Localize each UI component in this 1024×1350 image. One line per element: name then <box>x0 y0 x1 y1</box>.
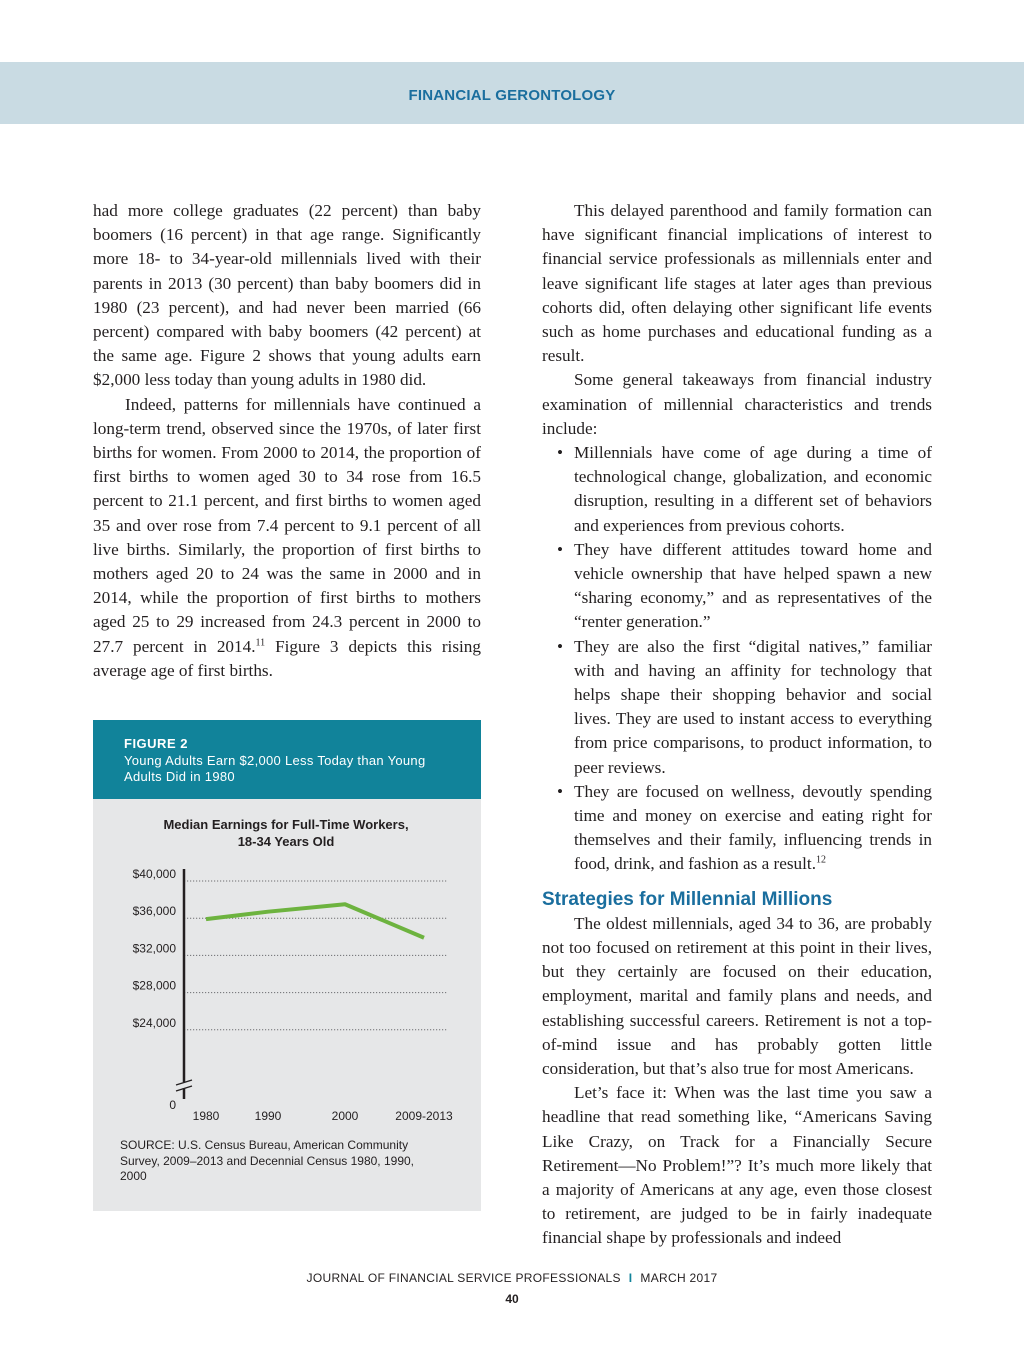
journal-name: JOURNAL OF FINANCIAL SERVICE PROFESSIONALS <box>306 1271 621 1285</box>
figure-source: SOURCE: U.S. Census Bureau, American Community Survey, 2009–2013 and Decennial Census 1980, 1990, 2000 <box>120 1138 414 1183</box>
right-column <box>542 199 932 1251</box>
left-paragraph-2-text: Indeed, patterns for millennials have continued a long-term trend, observed since the 1970s, of later first births for women. From 2000 to 2014, the proportion of first births to women aged 30 to 34 rose from 16.5 percent to 21.1 percent, and first births to women aged 35 and over rose from 7.4 percent to 9.1 percent of all live births. Similarly, the proportion of first births to mothers aged 20 to 24 was the same in 2000 and in 2014, while the proportion of first births to mothers aged 25 to 29 increased from 24.3 percent in 2000 to 27.7 percent in 2014. <box>93 394 481 656</box>
right-paragraph-1: This delayed parenthood and family formation can have significant financial implications of interest to financial service professionals as millennials enter and leave significant life stages at later ages than previous cohorts did, often delaying other significant life events such as home purchases and educational funding as a result. <box>542 201 932 366</box>
left-column <box>93 199 481 683</box>
x-tick-label: 2000 <box>331 1109 359 1123</box>
left-paragraph-1: had more college graduates (22 percent) than baby boomers (16 percent) in that age range. Significantly more 18- to 34-year-old millennials lived with their parents in 2013 (30 percent) than baby boomers did in 1980 (23 percent), and had never been married (66 percent) compared with baby boomers (42 percent) at the same age. Figure 2 shows that young adults earn $2,000 less today than young adults in 1980 did. <box>93 201 481 390</box>
y-zero-label: 0 <box>169 1098 176 1112</box>
issue-date: MARCH 2017 <box>640 1271 718 1285</box>
footnote-12: 12 <box>816 854 827 866</box>
bullet-item: • They are also the first “digital natives,” familiar with and having an affinity for technology that helps shape their shopping behavior and social lives. They are used to instant access to everything from price comparisons, to product information, to peer reviews. <box>574 635 932 780</box>
right-paragraph-3: The oldest millennials, aged 34 to 36, are probably not too focused on retirement at this point in their lives, but they certainly are focused on their education, employment, marital and family plans and needs, and establishing successful careers. Retirement is not a top-of-mind issue and has probably gotten little consideration, but that’s also true for most Americans. <box>542 913 932 1078</box>
y-tick-label: $36,000 <box>132 904 176 919</box>
figure-title: Young Adults Earn $2,000 Less Today than Young Adults Did in 1980 <box>124 753 426 784</box>
bullet-item: • Millennials have come of age during a time of technological change, globalization, and economic disruption, resulting in a different set of behaviors and experiences from previous cohorts. <box>574 441 932 538</box>
bullet-item <box>574 780 932 877</box>
footnote-11: 11 <box>255 636 266 648</box>
right-paragraph-2: Some general takeaways from financial industry examination of millennial characteristics and trends include: <box>542 370 932 438</box>
bullet-item-text: They are focused on wellness, devoutly spending time and money on exercise and eating right for themselves and their family, influencing trends in food, drink, and fashion as a result. <box>574 781 932 874</box>
right-paragraph-4: Let’s face it: When was the last time you saw a headline that read something like, “Americans Saving Like Crazy, on Track for a Financially Secure Retirement—No Problem!”? It’s much more likely that a majority of Americans at any age, even those closest to retirement, are judged to be in fairly inadequate financial shape by professionals and indeed <box>542 1083 932 1248</box>
bullet-item: • They have different attitudes toward home and vehicle ownership that have helped spawn a new “sharing economy,” and as representatives of the “renter generation.” <box>574 538 932 635</box>
x-tick-label: 2009-2013 <box>395 1109 453 1123</box>
section-heading: Strategies for Millennial Millions <box>542 888 833 910</box>
figure-2 <box>93 720 481 1211</box>
takeaways-list <box>542 441 932 877</box>
figure-header <box>93 720 481 799</box>
chart-title-line-1: Median Earnings for Full-Time Workers, <box>163 817 409 832</box>
y-tick-label: $32,000 <box>132 941 176 956</box>
x-tick-label: 1980 <box>192 1109 220 1123</box>
chart-title-line-2: 18-34 Years Old <box>237 834 335 849</box>
left-paragraph-2 <box>93 393 481 683</box>
y-tick-label: $24,000 <box>132 1015 176 1030</box>
y-tick-label: $40,000 <box>132 867 176 881</box>
left-paragraph-2-end: Figure 3 depicts this rising average age of first births. <box>93 636 481 680</box>
x-tick-label: 1990 <box>254 1109 282 1123</box>
running-header-title: FINANCIAL GERONTOLOGY <box>408 87 616 104</box>
footer-separator: I <box>628 1271 633 1285</box>
y-tick-label: $28,000 <box>132 978 176 993</box>
line-chart <box>93 799 481 1139</box>
figure-label: FIGURE 2 <box>124 736 188 751</box>
page-number: 40 <box>505 1292 519 1306</box>
footer-journal <box>0 1271 1024 1285</box>
series-line <box>206 904 424 937</box>
